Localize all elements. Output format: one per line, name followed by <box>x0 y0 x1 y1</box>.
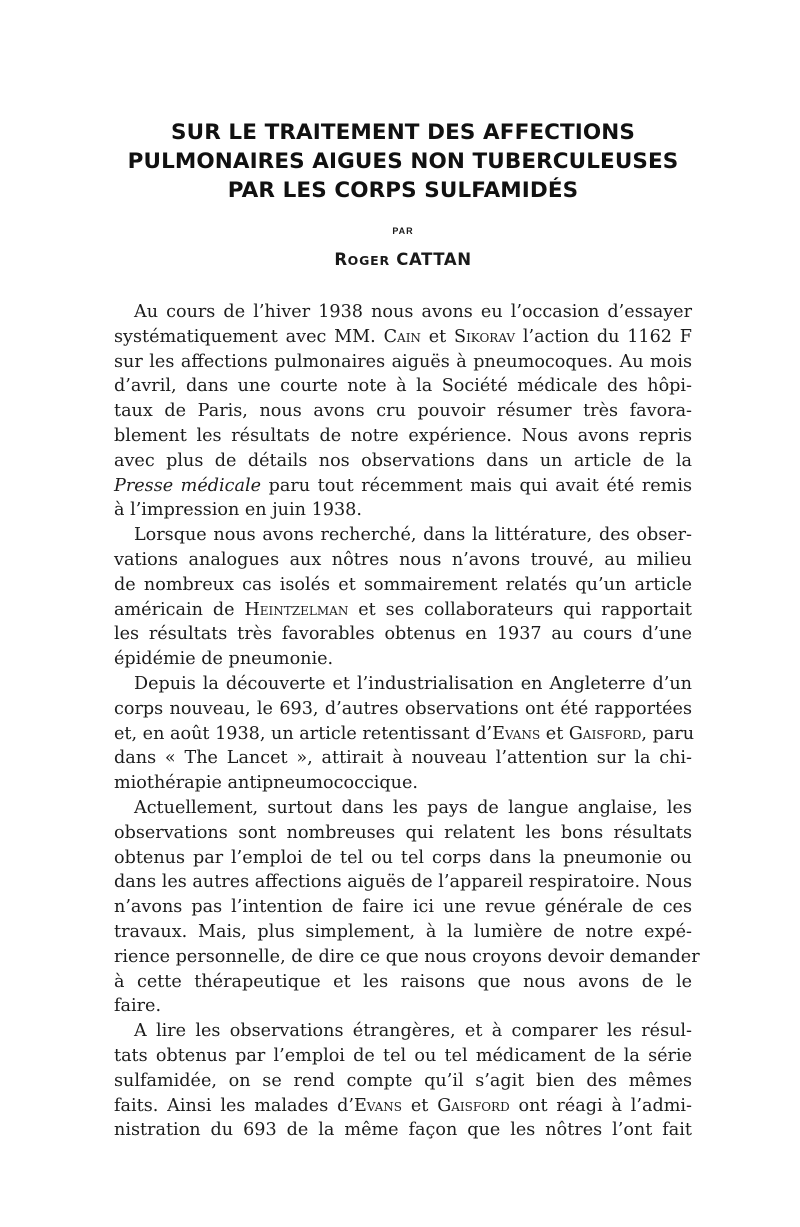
text-line: dans les autres affections aiguës de l’appareil respiratoire. Nous <box>114 872 692 893</box>
title-line: SUR LE TRAITEMENT DES AFFECTIONS <box>171 120 635 145</box>
paragraph <box>114 523 692 672</box>
article-page <box>114 118 700 1143</box>
text-line: les résultats très favorables obtenus en 1937 au cours d’une <box>114 624 692 645</box>
text-line: et, en août 1938, un article retentissant d’Evans et Gaisford, paru <box>114 723 695 744</box>
byline-prefix: PAR <box>392 226 414 236</box>
cited-name: Evans <box>353 1095 403 1116</box>
text-line: systématiquement avec MM. Cain et Sikorav l’action du 1162 F <box>114 326 692 347</box>
author-name <box>114 250 692 269</box>
text-line: avec plus de détails nos observations dans un article de la <box>114 450 692 471</box>
text-line: Depuis la découverte et l’industrialisation en Angleterre d’un <box>134 673 692 694</box>
text-line: travaux. Mais, plus simplement, à la lumière de notre expé- <box>114 921 692 942</box>
text-line: épidémie de pneumonie. <box>114 649 334 670</box>
text-line: rience personnelle, de dire ce que nous croyons devoir demander <box>114 946 700 967</box>
text-line: Lorsque nous avons recherché, dans la littérature, des obser- <box>134 525 692 546</box>
text-line: sulfamidée, on se rend compte qu’il s’agit bien des mêmes <box>114 1070 692 1091</box>
text-line: miothérapie antipneumococcique. <box>114 773 419 794</box>
text-line: Au cours de l’hiver 1938 nous avons eu l’occasion d’essayer <box>134 302 692 322</box>
article-title <box>114 118 692 205</box>
text-line: blement les résultats de notre expérience. Nous avons repris <box>114 425 692 446</box>
text-line: vations analogues aux nôtres nous n’avons trouvé, au milieu <box>114 549 692 570</box>
paragraph <box>114 672 695 796</box>
text-line: Actuellement, surtout dans les pays de langue anglaise, les <box>134 797 692 818</box>
text-line: A lire les observations étrangères, et à comparer les résul- <box>134 1021 692 1042</box>
text-line: taux de Paris, nous avons cru pouvoir résumer très favora- <box>114 401 692 422</box>
text-line: de nombreux cas isolés et sommairement relatés qu’un article <box>114 574 692 595</box>
text-line: à cette thérapeutique et les raisons que nous avons de le <box>114 971 692 992</box>
cited-name: Evans <box>492 723 541 744</box>
text-line: nistration du 693 de la même façon que les nôtres l’ont fait <box>114 1120 692 1141</box>
text-line: d’avril, dans une courte note à la Société médicale des hôpi- <box>114 376 692 397</box>
text-line: sur les affections pulmonaires aiguës à pneumocoques. Au mois <box>114 351 692 372</box>
author-first-initial: R <box>334 250 348 269</box>
journal-title: Presse médicale <box>114 475 262 496</box>
author-first-rest: OGER <box>347 253 390 268</box>
cited-name: Gaisford <box>568 723 642 744</box>
text-line: obtenus par l’emploi de tel ou tel corps dans la pneumonie ou <box>114 847 692 868</box>
text-line: tats obtenus par l’emploi de tel ou tel médicament de la série <box>114 1045 692 1066</box>
text-line: faire. <box>114 996 162 1017</box>
text-line: Presse médicale paru tout récemment mais qui avait été remis <box>114 475 692 496</box>
paragraph <box>114 300 692 523</box>
cited-name: Heintzelman <box>244 599 349 620</box>
title-line: PULMONAIRES AIGUES NON TUBERCULEUSES <box>127 149 679 174</box>
paragraph <box>114 1019 692 1143</box>
author-last-name: CATTAN <box>396 250 472 269</box>
text-line: corps nouveau, le 693, d’autres observations ont été rapportées <box>114 698 692 719</box>
text-line: dans « The Lancet », attirait à nouveau l’attention sur la chi- <box>114 748 692 769</box>
title-line: PAR LES CORPS SULFAMIDÉS <box>227 178 579 203</box>
text-line: n’avons pas l’intention de faire ici une revue générale de ces <box>114 897 692 918</box>
paragraph <box>114 796 700 1019</box>
text-line: américain de Heintzelman et ses collaborateurs qui rapportait <box>114 599 692 620</box>
cited-name: Cain <box>383 326 421 347</box>
text-line: observations sont nombreuses qui relatent les bons résultats <box>114 822 692 843</box>
cited-name: Gaisford <box>437 1095 510 1116</box>
cited-name: Sikorav <box>454 326 516 347</box>
text-line: faits. Ainsi les malades d’Evans et Gaisford ont réagi à l’admi- <box>114 1095 692 1116</box>
text-line: à l’impression en juin 1938. <box>114 500 362 521</box>
article-body <box>114 300 700 1143</box>
